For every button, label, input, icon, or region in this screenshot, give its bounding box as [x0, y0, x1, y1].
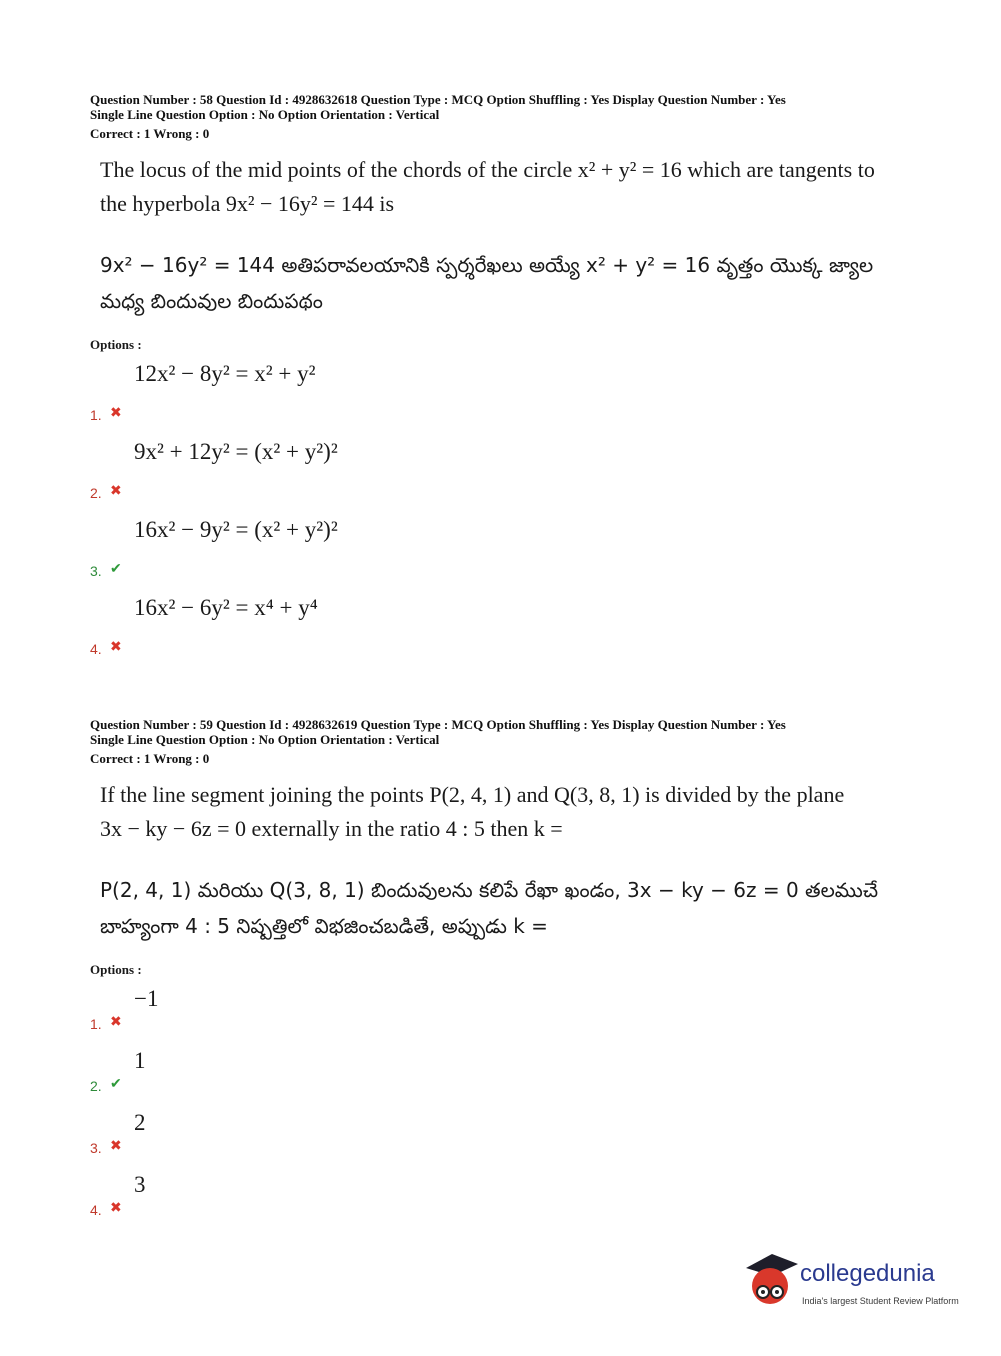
- stem-line: the hyperbola 9x² − 16y² = 144 is: [100, 191, 395, 216]
- cross-icon: ✖: [110, 1201, 122, 1216]
- option-expression: 12x² − 8y² = x² + y²: [134, 361, 316, 386]
- option-2[interactable]: [90, 1040, 920, 1102]
- check-icon: ✔: [110, 1077, 122, 1092]
- option-number: 3.: [90, 563, 102, 579]
- stem-line: బాహ్యంగా 4 : 5 నిష్పత్తిలో విభజించబడితే, అప్పుడు k =: [100, 914, 548, 938]
- logo-tagline: India's largest Student Review Platform: [802, 1296, 959, 1306]
- logo-wordmark: collegedunia: [800, 1260, 935, 1287]
- option-1[interactable]: [90, 978, 920, 1040]
- stem-line: 3x − ky − 6z = 0 externally in the ratio 4 : 5 then k =: [100, 816, 563, 841]
- option-expression: 1: [134, 1048, 146, 1073]
- question-stem-english: [100, 778, 920, 846]
- mascot-icon: [742, 1250, 802, 1314]
- score-line: Correct : 1 Wrong : 0: [90, 751, 210, 766]
- question-59: [90, 717, 920, 1226]
- option-4[interactable]: [90, 587, 920, 665]
- options-title: Options :: [90, 962, 142, 977]
- option-3[interactable]: [90, 509, 920, 587]
- option-expression: 2: [134, 1110, 146, 1135]
- collegedunia-logo[interactable]: [742, 1250, 972, 1320]
- cross-icon: ✖: [110, 406, 122, 421]
- option-number: 2.: [90, 1078, 102, 1094]
- stem-line: If the line segment joining the points P(2, 4, 1) and Q(3, 8, 1) is divided by the plane: [100, 782, 845, 807]
- meta-line: Question Number : 59 Question Id : 4928632619 Question Type : MCQ Option Shuffling : Yes Display Question Number : Yes: [90, 717, 786, 732]
- option-expression: −1: [134, 986, 159, 1011]
- option-number: 1.: [90, 407, 102, 423]
- option-2[interactable]: [90, 431, 920, 509]
- option-number: 4.: [90, 1202, 102, 1218]
- option-number: 4.: [90, 641, 102, 657]
- option-4[interactable]: [90, 1164, 920, 1226]
- check-icon: ✔: [110, 562, 122, 577]
- question-stem-telugu: [100, 247, 920, 319]
- stem-line: 9x² − 16y² = 144 అతిపరావలయానికి స్పర్శరేఖలు అయ్యే x² + y² = 16 వృత్తం యొక్క జ్యాల: [100, 253, 874, 277]
- cross-icon: ✖: [110, 1015, 122, 1030]
- question-58: [90, 92, 920, 665]
- option-expression: 3: [134, 1172, 146, 1197]
- option-number: 2.: [90, 485, 102, 501]
- score-line: Correct : 1 Wrong : 0: [90, 126, 210, 141]
- question-stem-english: [100, 153, 920, 221]
- option-3[interactable]: [90, 1102, 920, 1164]
- cross-icon: ✖: [110, 1139, 122, 1154]
- cross-icon: ✖: [110, 640, 122, 655]
- cross-icon: ✖: [110, 484, 122, 499]
- option-number: 3.: [90, 1140, 102, 1156]
- option-number: 1.: [90, 1016, 102, 1032]
- option-expression: 16x² − 6y² = x⁴ + y⁴: [134, 595, 318, 620]
- stem-line: మధ్య బిందువుల బిందుపథం: [100, 289, 323, 313]
- meta-line: Question Number : 58 Question Id : 4928632618 Question Type : MCQ Option Shuffling : Yes Display Question Number : Yes: [90, 92, 786, 107]
- options-title: Options :: [90, 337, 142, 352]
- question-stem-telugu: [100, 872, 920, 944]
- stem-line: P(2, 4, 1) మరియు Q(3, 8, 1) బిందువులను కలిపే రేఖా ఖండం, 3x − ky − 6z = 0 తలముచే: [100, 878, 879, 902]
- stem-line: The locus of the mid points of the chords of the circle x² + y² = 16 which are tangents to: [100, 157, 875, 182]
- meta-line: Single Line Question Option : No Option Orientation : Vertical: [90, 732, 440, 747]
- option-1[interactable]: [90, 353, 920, 431]
- question-meta: [90, 717, 920, 766]
- option-expression: 16x² − 9y² = (x² + y²)²: [134, 517, 338, 542]
- meta-line: Single Line Question Option : No Option Orientation : Vertical: [90, 107, 440, 122]
- option-expression: 9x² + 12y² = (x² + y²)²: [134, 439, 338, 464]
- question-meta: [90, 92, 920, 141]
